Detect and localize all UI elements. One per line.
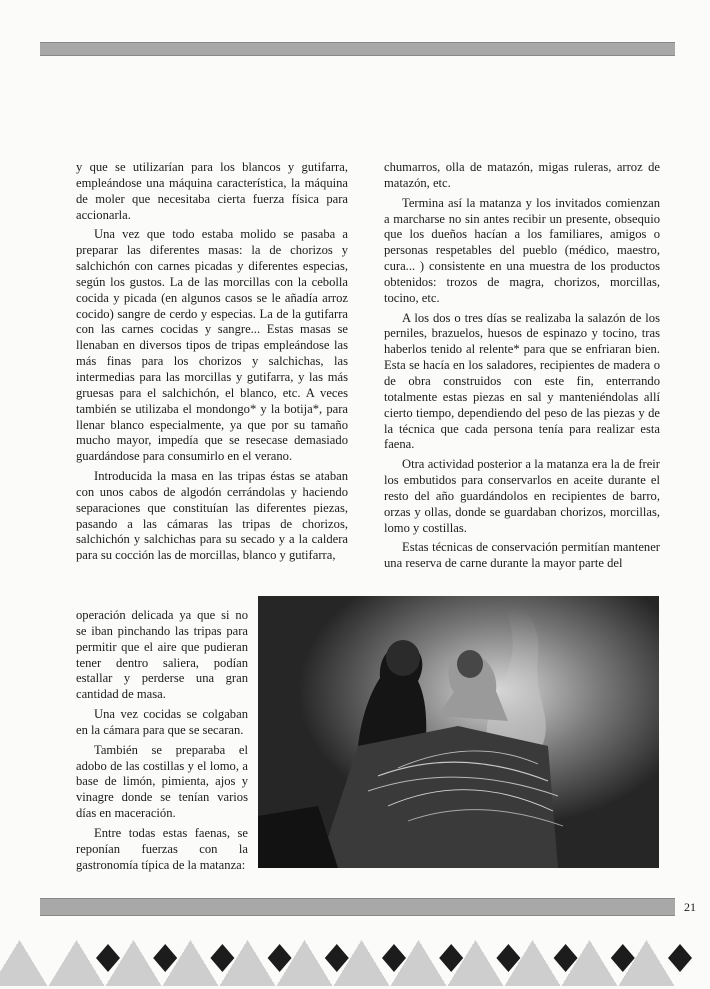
paragraph: Estas técnicas de conservación permitían mantener una reserva de carne durante la mayor parte del — [384, 540, 660, 571]
diamond-border — [0, 914, 710, 989]
paragraph: Otra actividad posterior a la matanza era la de freir los embutidos para conservarlos en aceite durante el resto del año guardándolos en recipientes de barro, orzas y ollas, donde se guardaban chorizos, morcillas, lomo y costillas. — [384, 457, 660, 535]
paragraph: Termina así la matanza y los invitados comienzan a marcharse no sin antes recibir un presente, obsequio que los dueños hacían a los familiares, amigos o personas respetables del pueblo (médico, maestro, cura... ) consistente en una muestra de los productos obtenidos: trozos de magra, chorizos, morcillas, tocino, etc. — [384, 195, 660, 305]
page-number: 21 — [684, 900, 696, 914]
diamond-icon — [668, 944, 692, 972]
paragraph: Introducida la masa en las tripas éstas se ataban con unos cabos de algodón cerrándolas y haciendo separaciones que constituían las diferentes piezas, pasando a las cámaras las tripas de chorizos, salchichón y salchichas para su secado y a la caldera para su cocción las de morcillas, blanco y gutifarra, — [76, 469, 348, 563]
paragraph: y que se utilizarían para los blancos y gutifarra, empleándose una máquina característica, la máquina de moler que necesitaba cierta fuerza física para accionarla. — [76, 160, 348, 222]
paragraph: Una vez cocidas se colgaban en la cámara para que se secaran. — [76, 707, 248, 737]
paragraph: chumarros, olla de matazón, migas ruleras, arroz de matazón, etc. — [384, 160, 660, 190]
matanza-photo — [258, 596, 659, 868]
paragraph: También se preparaba el adobo de las costillas y el lomo, a base de limón, pimienta, ajos y vinagre donde se tenían varios días en maceración. — [76, 742, 248, 821]
diamond-icon — [96, 944, 120, 972]
left-narrow-column — [76, 608, 248, 878]
dotted-triangle — [0, 940, 48, 986]
right-column — [384, 160, 660, 576]
paragraph: Una vez que todo estaba molido se pasaba a preparar las diferentes masas: la de chorizos y salchichón con carnes picadas y diferentes especias, según los gustos. La de las morcillas con la cebolla cocida y picada (en algunos casos se le añadía arroz cocido) sangre de cerdo y especias. La de la gutifarra con las carnes cocidas y sangre... Estas masas se llenaban en diversos tipos de tripas empleándose las más finas para los chorizos y salchichas, las intermedias para las morcillas y gutifarra, y las más gruesas para el salchichón, el blanco, etc. A veces también se utilizaba el mondongo* y la botija*, para llenar blanco especialmente, ya que por su tamaño mucho mayor, impedía que se resecase demasiado guardándose para consumirlo en el verano. — [76, 227, 348, 464]
paragraph: A los dos o tres días se realizaba la salazón de los perniles, brazuelos, huesos de espinazo y tocino, tras haberlos tenido al relente* para que se enfriaran bien. Esta se hacía en los saladores, recipientes de madera o de obra construidos con este fin, enterrando totalmente estas piezas en sal y manteniéndolas allí cierto tiempo, dependiendo del peso de las piezas y de la técnica que cada persona tenía para realizar esta faena. — [384, 310, 660, 452]
paragraph: operación delicada ya que si no se iban pinchando las tripas para permitir que el aire que pudieran tener dentro saliera, podían estallar y perderse una gran cantidad de masa. — [76, 608, 248, 702]
paragraph: Entre todas estas faenas, se reponían fuerzas con la gastronomía típica de la matanza: — [76, 825, 248, 872]
top-decorative-band — [40, 42, 675, 56]
left-column — [76, 160, 348, 568]
dotted-triangle — [49, 940, 105, 986]
